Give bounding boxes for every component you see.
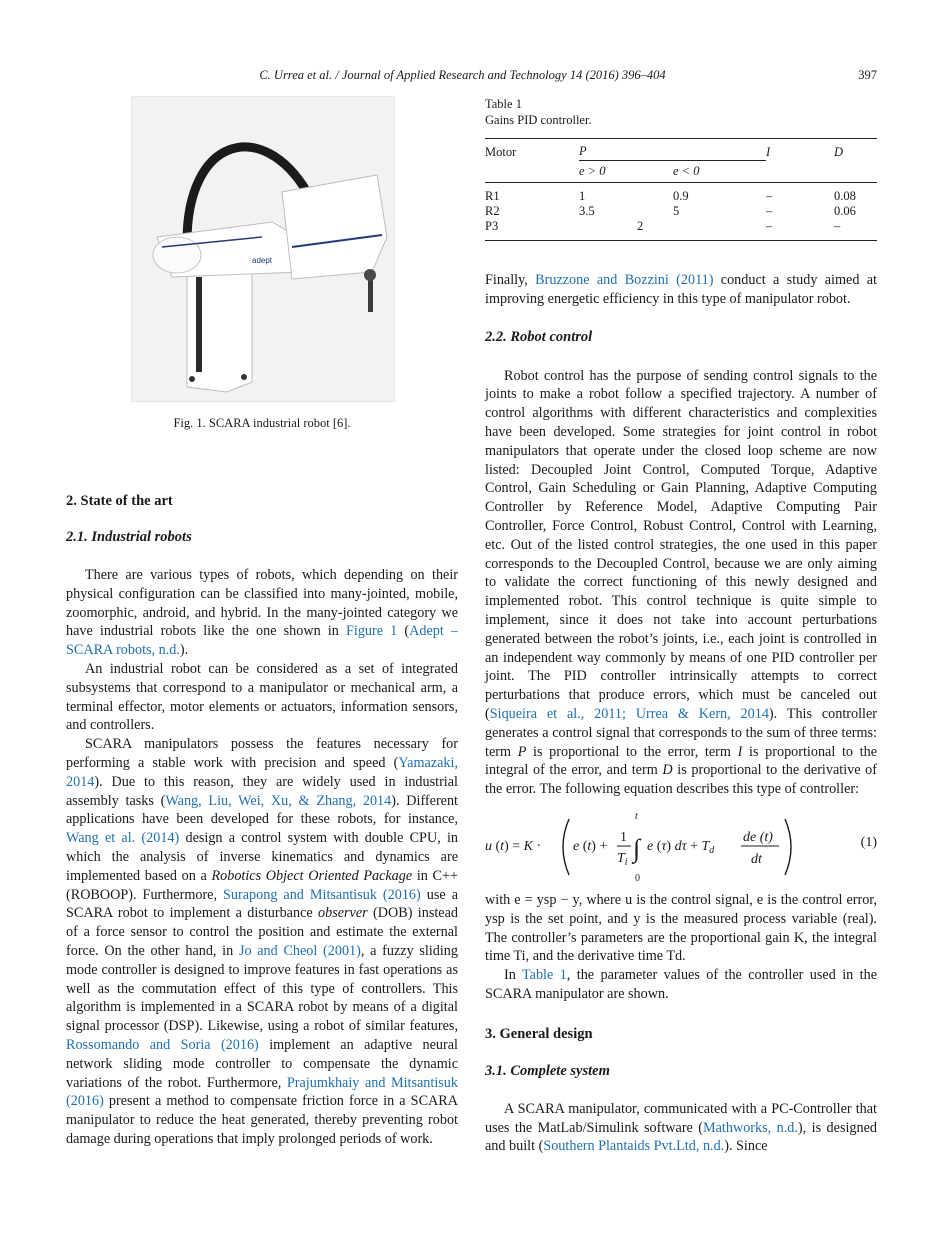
paragraph-industrial-robot: An industrial robot can be considered as a set of integrated subsystems that correspond to a manipulator or mechanical arm, a terminal effector, motor elements or actuators, information sensors, and controllers. [66, 660, 458, 734]
ref-siqueira-urrea[interactable]: Siqueira et al., 2011; Urrea & Kern, 2014 [489, 705, 769, 722]
ref-prajumkhaiy[interactable]: Prajumkhaiy and Mitsantisuk (2016) [66, 1074, 458, 1110]
table-label: Table 1 [485, 97, 522, 111]
subsection-robot-control: 2.2. Robot control [485, 328, 593, 345]
ref-jo-cheol[interactable]: Jo and Cheol (2001) [238, 942, 361, 959]
paragraph-table-ref: In Table 1, the parameter values of the controller used in the SCARA manipulator are shown. [485, 967, 877, 1002]
svg-text:0: 0 [635, 872, 640, 884]
header-e-neg: e < 0 [673, 160, 766, 183]
equation-number: (1) [860, 834, 877, 850]
ref-surapong[interactable]: Surapong and Mitsantisuk (2016) [223, 886, 421, 903]
adept-logo: adept [252, 256, 273, 265]
table-row: P3 2 – – [485, 219, 877, 241]
header-d: D [834, 139, 877, 161]
right-column [485, 96, 877, 1156]
table-row: R1 1 0.9 – 0.08 [485, 189, 856, 203]
journal-citation: C. Urrea et al. / Journal of Applied Research and Technology 14 (2016) 396–404 [259, 68, 666, 82]
header-p: P [579, 139, 766, 161]
pid-equation-graphic [485, 807, 845, 885]
header-i: I [766, 139, 834, 161]
ref-wang-2014[interactable]: Wang, Liu, Wei, Xu, & Zhang, 2014 [165, 792, 392, 809]
ref-figure-1[interactable]: Figure 1 [345, 623, 398, 640]
header-motor: Motor [485, 139, 579, 161]
header-e-pos: e > 0 [579, 160, 673, 183]
svg-text:1: 1 [620, 829, 627, 845]
table-header-row [485, 139, 877, 161]
figure-caption: Fig. 1. SCARA industrial robot [6]. [173, 416, 351, 430]
subsection-complete-system: 3.1. Complete system [485, 1062, 610, 1079]
paragraph-robot-control: Robot control has the purpose of sending control signals to the joints to make a robot follow a specified trajectory. A number of control algorithms with different characteristics and complexities have been developed. Some strategies for joint control in robot manipulators that operate under the closed loop scheme are now listed: Decoupled Joint Control, Computed Torque, Adaptive Control, Gain Scheduling or Gain Planning, Adaptive Computing Controller by Reference Model, Adaptive Computing Pair Controller, Force Control, Robust Control, Control with Learning, etc. Out of the listed control strategies, the one used in this paper corresponds to the Decoupled Control, because we are only aiming to validate the correct functioning of this newly designed and implemented robot. This control technique is quite simple to implement, since it does not take into account perturbations generated between the robot’s joints, i.e., each joint is controlled in an independent way commonly by means of one PID controller per joint. The PID controller intrinsically attempts to correct perturbations that produce errors, which must be canceled out (Siqueira et al., 2011; Urrea & Kern, 2014). This controller generates a control signal that corresponds to the sum of three terms: term P is proportional to the error, term I is proportional to the integral of the error, and term D is proportional to the derivative of the error. The following equation describes this type of controller: [485, 367, 878, 798]
svg-text:e (τ) dτ + Td: e (τ) $d\tau + T_d$ [647, 838, 715, 856]
scara-robot-figure [131, 96, 395, 402]
ref-adept[interactable]: Adept – SCARA robots, n.d. [66, 623, 458, 659]
ref-yamazaki[interactable]: Yamazaki, 2014 [66, 754, 458, 790]
running-header [0, 68, 925, 88]
table-subheader-row [485, 160, 877, 183]
ref-wang-et-al[interactable]: Wang et al. (2014) [66, 830, 180, 847]
svg-text:Ti: $T_i$ [617, 850, 628, 868]
svg-text:e (t) +: e (t) + [573, 838, 608, 854]
pid-gains-table [485, 138, 877, 241]
svg-text:t: t [635, 810, 638, 822]
section-title-general-design: 3. General design [485, 1025, 593, 1042]
ref-southern-plantaids[interactable]: Southern Plantaids Pvt.Ltd, n.d. [543, 1138, 725, 1155]
table-row: R2 3.5 5 – 0.06 [485, 204, 856, 218]
left-column [66, 96, 458, 1149]
scara-robot-illustration [132, 97, 394, 401]
ref-table-1[interactable]: Table 1 [521, 967, 567, 984]
ref-mathworks[interactable]: Mathworks, n.d. [703, 1119, 798, 1136]
pid-equation [485, 807, 877, 885]
svg-text:dt: dt [751, 851, 762, 867]
paragraph-robot-types: There are various types of robots, which depending on their physical configuration can be classified into many-jointed, mobile, zoomorphic, android, and hybrid. In the many-jointed category we have industrial robots like the one shown in Figure 1 (Adept – SCARA robots, n.d.). [66, 567, 458, 659]
svg-text:∫: ∫ [633, 833, 641, 863]
paragraph-scara: SCARA manipulators possess the features necessary for performing a stable work with precision and speed (Yamazaki, 2014). Due to this reason, they are widely used in industrial assembly tasks (Wang, Liu, Wei, Xu, & Zhang, 2014). Different applications have been developed for these robots, for instance, Wang et al. (2014) design a control system with double CPU, in which the analysis of inverse kinematics and dynamics are implemented based on a Robotics Object Oriented Package in C++ (ROBOOP). Furthermore, Surapong and Mitsantisuk (2016) use a SCARA robot to implement a disturbance observer (DOB) instead of a force sensor to control the position and estimate the external force. On the other hand, in Jo and Cheol (2001), a fuzzy sliding mode controller is designed to improve features in fast operations as well as the commutation effect of this type of controllers. This algorithm is implemented in a SCARA robot by means of a digital signal processor (DSP). Likewise, using a robot of similar features, Rossomando and Soria (2016) implement an adaptive neural network sliding mode controller to compensate the dynamic variations of the robot. Furthermore, Prajumkhaiy and Mitsantisuk (2016) present a method to compensate friction force in a SCARA manipulator to reduce the heat generated, thereby preventing robot damage during operations that imply prolonged periods of work. [66, 736, 458, 1147]
page-number: 397 [858, 68, 877, 82]
paragraph-complete-system: A SCARA manipulator, communicated with a PC-Controller that uses the MatLab/Simulink software (Mathworks, n.d.), is designed and built (Southern Plantaids Pvt.Ltd, n.d.). Since [485, 1100, 877, 1155]
ref-rossomando[interactable]: Rossomando and Soria (2016) [66, 1036, 259, 1053]
svg-text:u (t) = K ·: u (t) = K · [485, 838, 542, 854]
subsection-industrial-robots: 2.1. Industrial robots [66, 529, 192, 545]
section-title-state-of-art: 2. State of the art [66, 493, 173, 509]
ref-bruzzone[interactable]: Bruzzone and Bozzini (2011) [535, 272, 714, 288]
paragraph-equation-vars: with e = ysp − y, where u is the control signal, e is the control error, ysp is the set point, and y is the measured process variable (real). The controller’s parameters are the proportional gain K, the integral time Ti, and the derivative time Td. [485, 891, 877, 965]
paragraph-finally: Finally, Bruzzone and Bozzini (2011) conduct a study aimed at improving energetic efficiency in this type of manipulator robot. [485, 272, 877, 307]
svg-text:de (t): de (t) [743, 829, 773, 845]
table-caption: Gains PID controller. [485, 113, 592, 127]
